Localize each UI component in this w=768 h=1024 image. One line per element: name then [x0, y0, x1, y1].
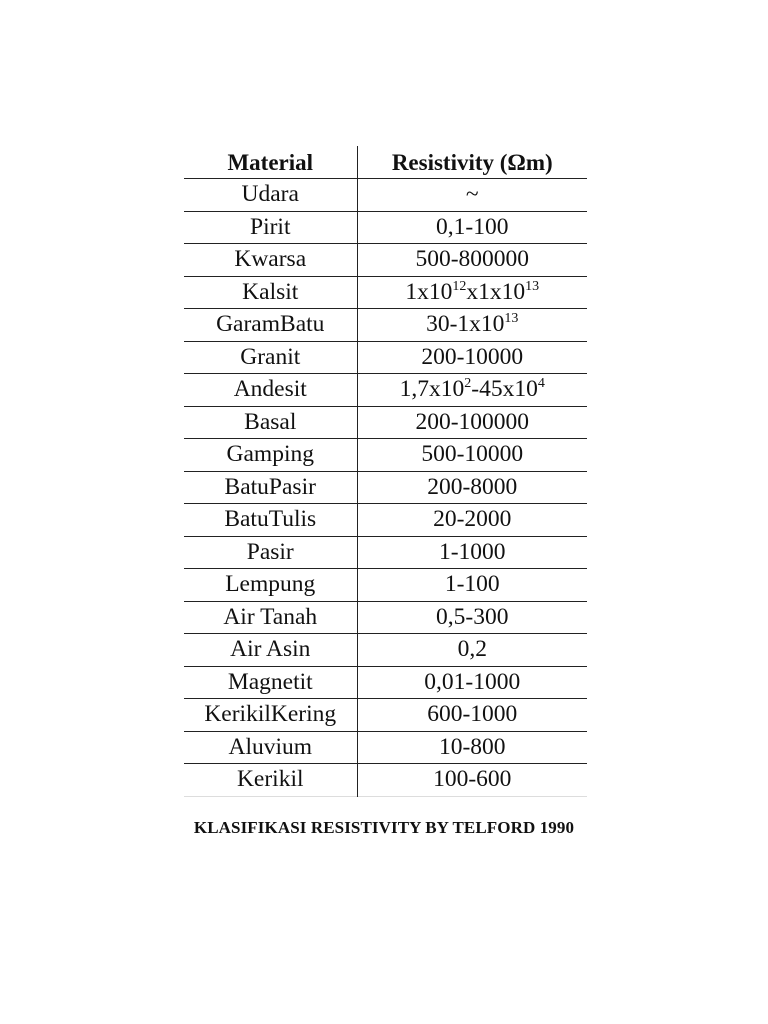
cell-material: Basal [184, 406, 357, 439]
value-text: -45x10 [471, 376, 538, 402]
cell-resistivity [357, 341, 587, 374]
cell-resistivity [357, 179, 587, 212]
cell-material: Kalsit [184, 276, 357, 309]
resistivity-table-container [184, 146, 587, 797]
table-row [184, 731, 587, 764]
value-text: 1x10 [405, 278, 453, 305]
table-header-row [184, 146, 587, 179]
cell-resistivity [357, 309, 587, 342]
table-row [184, 634, 587, 667]
value-text: 0,01-1000 [424, 668, 521, 695]
cell-material: Udara [184, 179, 357, 212]
cell-resistivity [357, 406, 587, 439]
cell-material: BatuTulis [184, 504, 357, 537]
cell-resistivity [357, 699, 587, 732]
cell-resistivity [357, 666, 587, 699]
value-text: 30-1x10 [426, 311, 505, 337]
cell-resistivity [357, 764, 587, 797]
value-text: 500-800000 [415, 246, 530, 272]
cell-material: Aluvium [184, 731, 357, 764]
table-caption: KLASIFIKASI RESISTIVITY BY TELFORD 1990 [193, 818, 575, 837]
cell-resistivity [357, 731, 587, 764]
cell-material: BatuPasir [184, 471, 357, 504]
value-text: 0,5-300 [436, 603, 509, 630]
exponent: 4 [537, 376, 545, 391]
cell-material: Pirit [184, 211, 357, 244]
cell-material: Andesit [184, 374, 357, 407]
table-row [184, 179, 587, 212]
table-row [184, 309, 587, 342]
table-row [184, 699, 587, 732]
cell-resistivity [357, 601, 587, 634]
cell-resistivity [357, 211, 587, 244]
cell-material: Lempung [184, 569, 357, 602]
cell-resistivity [357, 276, 587, 309]
cell-resistivity [357, 244, 587, 277]
table-row [184, 439, 587, 472]
value-text: 100-600 [433, 766, 512, 792]
table-row [184, 764, 587, 797]
table-row [184, 374, 587, 407]
value-text: 200-100000 [415, 408, 530, 435]
table-row [184, 471, 587, 504]
exponent: 13 [525, 278, 540, 294]
cell-resistivity [357, 569, 587, 602]
cell-material: Air Tanah [184, 601, 357, 634]
value-text: 500-10000 [421, 441, 524, 467]
cell-material: Kwarsa [184, 244, 357, 277]
cell-material: Air Asin [184, 634, 357, 667]
cell-resistivity [357, 439, 587, 472]
cell-material: Kerikil [184, 764, 357, 797]
table-row [184, 504, 587, 537]
resistivity-table [184, 146, 587, 797]
table-row [184, 569, 587, 602]
cell-resistivity [357, 504, 587, 537]
value-text: x1x10 [466, 278, 526, 305]
value-text: 10-800 [438, 733, 506, 760]
value-text: 0,1-100 [436, 213, 509, 240]
table-row [184, 406, 587, 439]
cell-material: KerikilKering [184, 699, 357, 732]
exponent: 12 [452, 278, 467, 294]
cell-material: Gamping [184, 439, 357, 472]
column-header-material: Material [184, 146, 357, 179]
cell-resistivity [357, 536, 587, 569]
value-text: ~ [465, 181, 479, 207]
cell-resistivity [357, 634, 587, 667]
cell-resistivity [357, 471, 587, 504]
table-row [184, 244, 587, 277]
value-text: 1-100 [444, 571, 500, 597]
table-row [184, 211, 587, 244]
value-text: 200-10000 [421, 343, 524, 370]
cell-resistivity [357, 374, 587, 407]
cell-material: Pasir [184, 536, 357, 569]
table-row [184, 276, 587, 309]
value-text: 600-1000 [427, 701, 518, 727]
table-row [184, 666, 587, 699]
table-row [184, 341, 587, 374]
cell-material: Magnetit [184, 666, 357, 699]
value-text: 1,7x10 [399, 376, 465, 402]
column-header-resistivity: Resistivity (Ωm) [391, 149, 553, 175]
table-row [184, 536, 587, 569]
value-text: 0,2 [457, 636, 487, 662]
cell-material: Granit [184, 341, 357, 374]
cell-material: GaramBatu [184, 309, 357, 342]
value-text: 1-1000 [438, 538, 506, 565]
table-row [184, 601, 587, 634]
exponent: 13 [504, 311, 519, 326]
exponent: 2 [464, 376, 472, 391]
value-text: 200-8000 [427, 473, 518, 500]
value-text: 20-2000 [433, 506, 512, 532]
table-body [184, 179, 587, 797]
